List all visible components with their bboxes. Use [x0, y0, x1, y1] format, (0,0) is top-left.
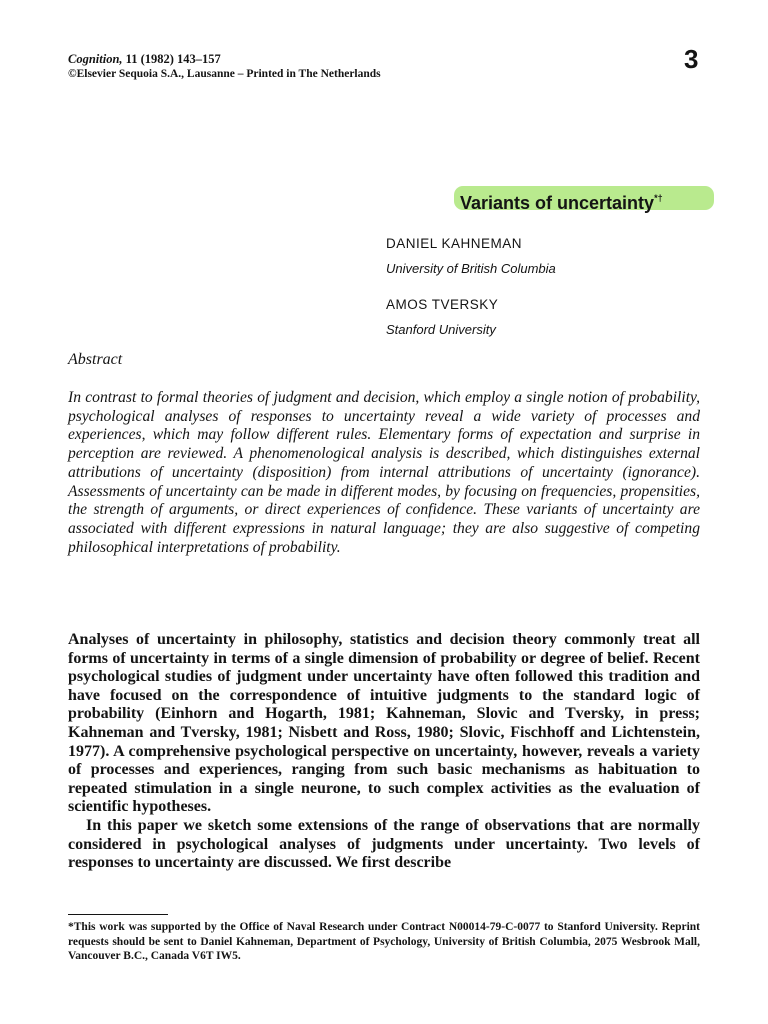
- author-affiliation-2: Stanford University: [386, 322, 496, 337]
- article-title: [454, 186, 714, 213]
- journal-citation: [68, 52, 221, 67]
- page-number: 3: [684, 44, 699, 74]
- body-text: [68, 631, 700, 873]
- author-name-2: AMOS TVERSKY: [386, 297, 499, 312]
- publisher-line: ©Elsevier Sequoia S.A., Lausanne – Printed in The Netherlands: [68, 68, 381, 80]
- footnote: *This work was supported by the Office of Naval Research under Contract N00014-79-C-0077 to Stanford University. Reprint requests should be sent to Daniel Kahneman, Department of Psychology, University of British Columbia, 2075 Wesbrook Mall, Vancouver B.C., Canada V6T IW5.: [68, 921, 700, 962]
- title-text: Variants of uncertainty: [460, 193, 655, 213]
- author-name-1: DANIEL KAHNEMAN: [386, 236, 523, 251]
- title-footnote-marker: *†: [654, 193, 663, 203]
- body-paragraph-2: In this paper we sketch some extensions of the range of observations that are normally considered in psychological analyses of judgments under uncertainty. Two levels of responses to uncertainty are discussed. We first describe: [68, 816, 700, 872]
- journal-name: Cognition,: [68, 52, 123, 66]
- footnote-divider: [68, 914, 168, 915]
- body-paragraph-1: Analyses of uncertainty in philosophy, statistics and decision theory commonly treat all forms of uncertainty in terms of a single dimension of probability or degree of belief. Recent psychological studies of judgment under uncertainty have often followed this tradition and have focused on the correspondence of intuitive judgments to the standard logic of probability (Einhorn and Hogarth, 1981; Kahneman, Slovic and Tversky, in press; Kahneman and Tversky, 1981; Nisbett and Ross, 1980; Slovic, Fischhoff and Lichtenstein, 1977). A comprehensive psychological perspective on uncertainty, however, reveals a variety of processes and experiences, ranging from such basic mechanisms as habituation to repeated stimulation in a single neurone, to such complex activities as the evaluation of scientific hypotheses.: [68, 631, 700, 816]
- abstract-text: In contrast to formal theories of judgment and decision, which employ a single notion of probability, psychological analyses of responses to uncertainty reveal a wide variety of processes and experiences, which may follow different rules. Elementary forms of expectation and surprise in perception are reviewed. A phenomenological analysis is described, which distinguishes external attributions of uncertainty (disposition) from internal attributions of uncertainty (ignorance). Assessments of uncertainty can be made in different modes, by focusing on frequencies, propensities, the strength of arguments, or direct experiences of confidence. These variants of uncertainty are associated with different expressions in natural language; they are also suggestive of competing philosophical interpretations of probability.: [68, 389, 700, 556]
- abstract-heading: Abstract: [68, 351, 123, 368]
- volume-pages: 11 (1982) 143–157: [125, 52, 221, 66]
- author-affiliation-1: University of British Columbia: [386, 261, 556, 276]
